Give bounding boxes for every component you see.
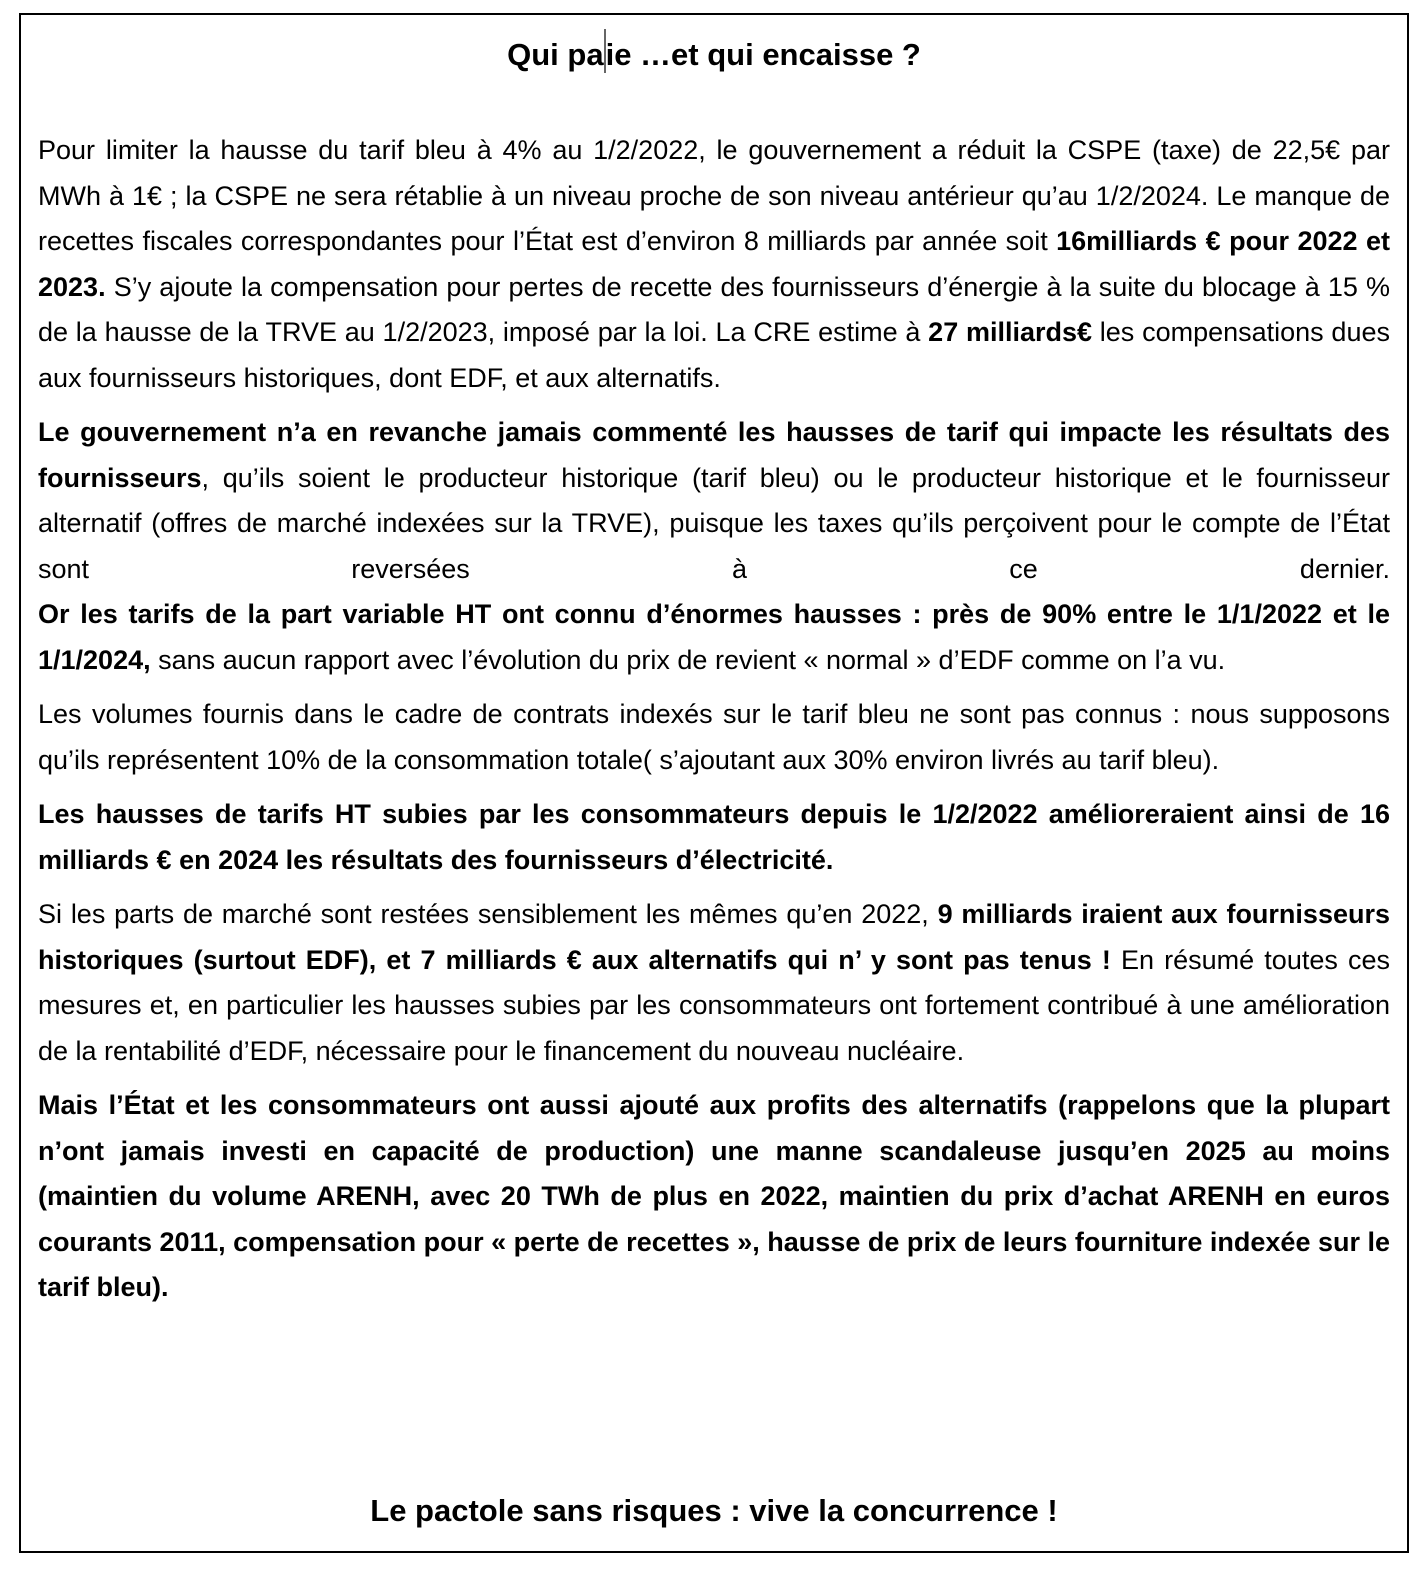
text-run-bold: Or les tarifs de la part variable HT ont connu d’énormes hausses : près de 90% entre le 1/1/2022 et le 1/1/2024,: [38, 599, 1390, 675]
text-run-bold: Le gouvernement n’a en revanche jamais commenté les hausses de tarif qui impacte les résultats des fournisseurs: [38, 417, 1390, 493]
text-run: les compensations dues aux fournisseurs historiques, dont EDF, et aux alternatifs.: [38, 317, 1390, 393]
paragraph-gouvernement: [38, 410, 1390, 592]
closing-line: Le pactole sans risques : vive la concurrence !: [370, 1493, 1058, 1528]
text-run: sans aucun rapport avec l’évolution du prix de revient « normal » d’EDF comme on l’a vu.: [150, 644, 1226, 675]
text-run: S’y ajoute la compensation pour pertes de recette des fournisseurs d’énergie à la suite du blocage à 15 % de la hausse de la TRVE au 1/2/2023, imposé par la loi. La CRE estime à: [38, 271, 1390, 347]
text-run-bold: 27 milliards€: [928, 317, 1093, 347]
text-run: Les volumes fournis dans le cadre de contrats indexés sur le tarif bleu ne sont pas connus : nous supposons qu’ils représentent 10% de la consommation totale( s’ajoutant aux 30% environ livrés au tarif bleu).: [38, 699, 1390, 775]
text-run: Pour limiter la hausse du tarif bleu à 4% au 1/2/2022, le gouvernement a réduit la CSPE (taxe) de 22,5€ par MWh à 1€ ; la CSPE ne sera rétablie à un niveau proche de son niveau antérieur qu’au 1/2/2024. Le manque de recettes fiscales correspondantes pour l’État est d’environ 8 milliards par année soit: [38, 135, 1390, 256]
document-box[interactable]: [19, 13, 1409, 1553]
title-text-before-cursor: Qui pa: [507, 37, 604, 72]
text-run-bold: Mais l’État et les consommateurs ont aussi ajouté aux profits des alternatifs (rappelons que la plupart n’ont jamais investi en capacité de production) une manne scandaleuse jusqu’en 2025 au moins (maintien du volume ARENH, avec 20 TWh de plus en 2022, maintien du prix d’achat ARENH en euros courants 2011, compensation pour « perte de recettes », hausse de prix de leurs fourniture indexée sur le tarif bleu).: [38, 1090, 1390, 1302]
title-text-after-cursor: ie …et qui encaisse ?: [605, 37, 921, 72]
page-title: [38, 29, 1390, 78]
text-run-bold: 16milliards € pour 2022 et 2023.: [38, 226, 1390, 302]
paragraph-etat-consommateurs: [38, 1083, 1390, 1311]
text-run: Si les parts de marché sont restées sensiblement les mêmes qu’en 2022,: [38, 899, 938, 929]
paragraph-cspe: [38, 128, 1390, 401]
text-run-bold: Les hausses de tarifs HT subies par les consommateurs depuis le 1/2/2022 amélioreraient ainsi de 16 milliards € en 2024 les résultats des fournisseurs d’électricité.: [38, 799, 1390, 875]
paragraph-tarifs-ht: [38, 592, 1390, 683]
paragraph-volumes: [38, 692, 1390, 783]
text-run-bold: 9 milliards iraient aux fournisseurs historiques (surtout EDF), et 7 milliards € aux alternatifs qui n’ y sont pas tenus !: [38, 899, 1390, 975]
text-run: En résumé toutes ces mesures et, en particulier les hausses subies par les consommateurs ont fortement contribué à une amélioration de la rentabilité d’EDF, nécessaire pour le financement du nouveau nucléaire.: [38, 944, 1390, 1066]
paragraph-hausses: [38, 792, 1390, 883]
text-run: , qu’ils soient le producteur historique (tarif bleu) ou le producteur historique et le fournisseur alternatif (offres de marché indexées sur la TRVE), puisque les taxes qu’ils perçoivent pour le compte de l’État sont reversées à ce dernier.: [38, 462, 1390, 584]
paragraph-parts-marche: [38, 892, 1390, 1074]
